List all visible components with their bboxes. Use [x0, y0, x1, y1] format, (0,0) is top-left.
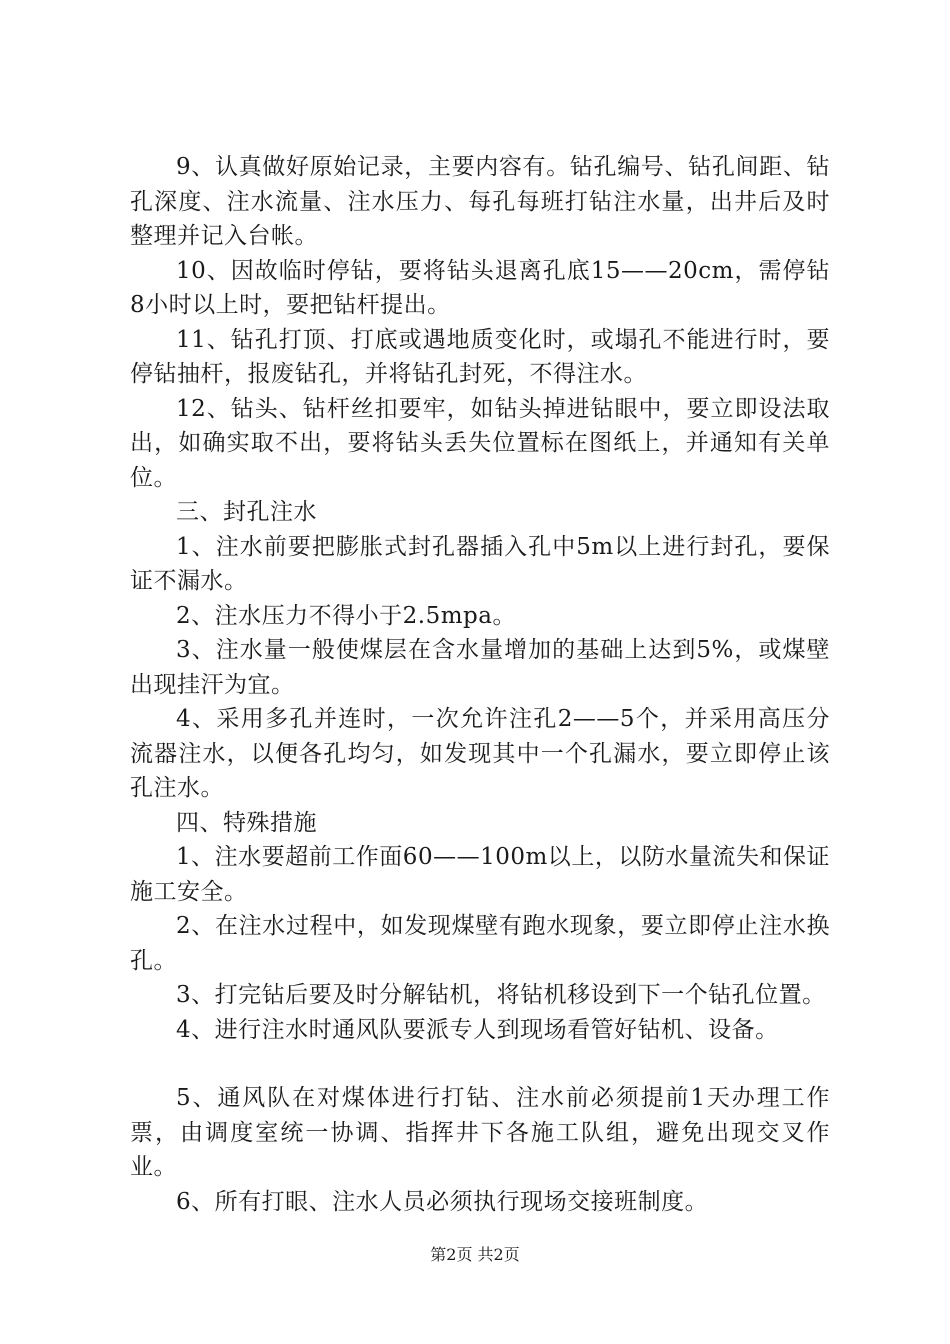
paragraph-10: 10、因故临时停钻，要将钻头退离孔底15——20cm，需停钻8小时以上时，要把钻杆提出。: [130, 257, 830, 318]
special-item-2: 2、在注水过程中，如发现煤壁有跑水现象，要立即停止注水换孔。: [130, 913, 830, 974]
section-heading-special: 四、特殊措施: [176, 809, 317, 836]
sealing-item-3: 3、注水量一般使煤层在含水量增加的基础上达到5%，或煤壁出现挂汗为宜。: [130, 637, 830, 698]
paragraph-9: 9、认真做好原始记录，主要内容有。钻孔编号、钻孔间距、钻孔深度、注水流量、注水压力、每孔每班打钻注水量，出井后及时整理并记入台帐。: [130, 154, 830, 249]
sealing-item-4: 4、采用多孔并连时，一次允许注孔2——5个，并采用高压分流器注水，以便各孔均匀，如发现其中一个孔漏水，要立即停止该孔注水。: [130, 706, 830, 801]
section-heading-sealing: 三、封孔注水: [176, 499, 317, 525]
document-body: [130, 150, 830, 1219]
paragraph-11: 11、钻孔打顶、打底或遇地质变化时，或塌孔不能进行时，要停钻抽杆，报废钻孔，并将钻孔封死，不得注水。: [130, 326, 830, 387]
page-number: 第2页 共2页: [430, 1245, 520, 1264]
special-item-5: 5、通风队在对煤体进行打钻、注水前必须提前1天办理工作票，由调度室统一协调、指挥井下各施工队组，避免出现交叉作业。: [130, 1085, 830, 1180]
sealing-item-1: 1、注水前要把膨胀式封孔器插入孔中5m以上进行封孔，要保证不漏水。: [130, 533, 830, 594]
special-item-1: 1、注水要超前工作面60——100m以上，以防水量流失和保证施工安全。: [130, 844, 830, 905]
paragraph-spacer: [130, 1047, 830, 1081]
sealing-item-2: 2、注水压力不得小于2.5mpa。: [176, 602, 516, 629]
special-item-3: 3、打完钻后要及时分解钻机，将钻机移设到下一个钻孔位置。: [176, 982, 826, 1008]
special-item-6: 6、所有打眼、注水人员必须执行现场交接班制度。: [176, 1188, 709, 1215]
special-item-4: 4、进行注水时通风队要派专人到现场看管好钻机、设备。: [176, 1016, 779, 1043]
paragraph-12: 12、钻头、钻杆丝扣要牢，如钻头掉进钻眼中，要立即设法取出，如确实取不出，要将钻头丢失位置标在图纸上，并通知有关单位。: [130, 395, 830, 491]
